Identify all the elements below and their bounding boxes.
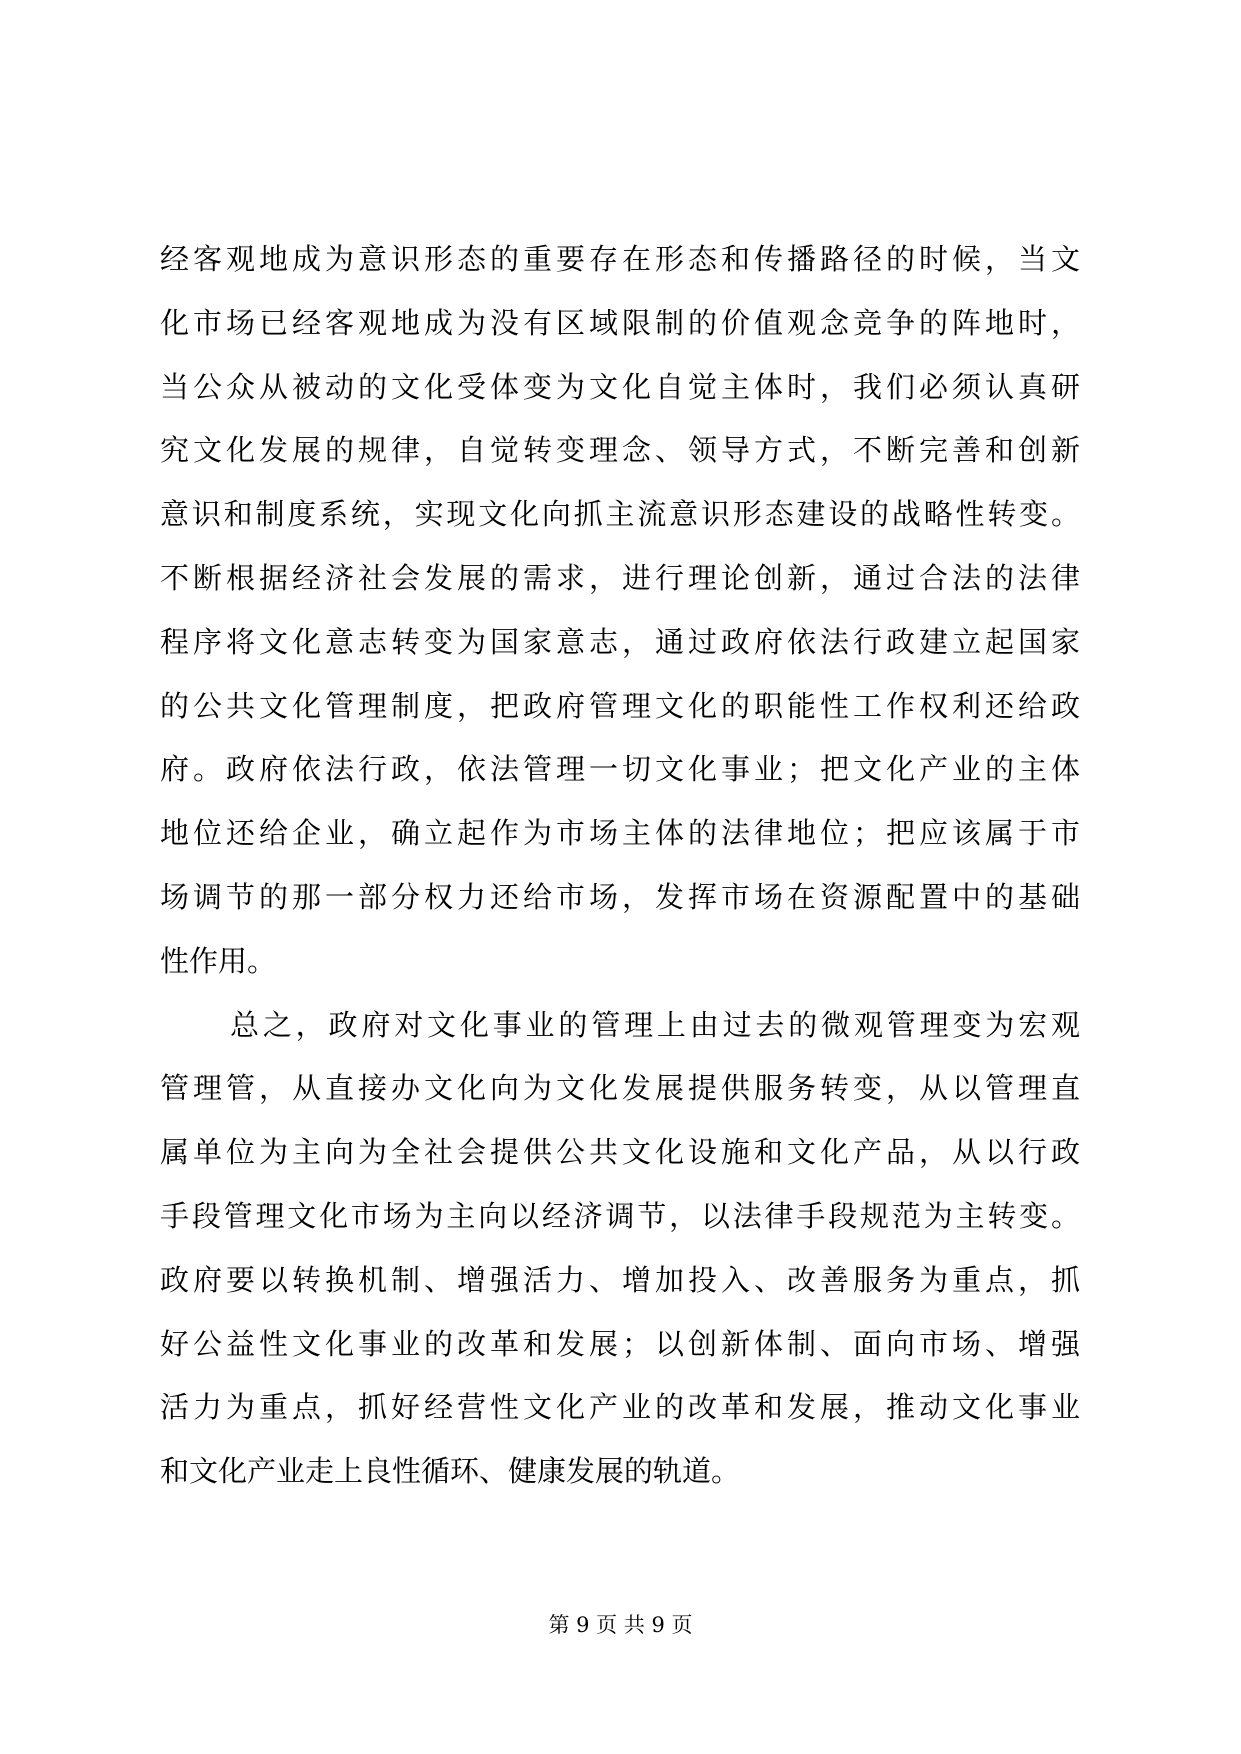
text-line: 总之，政府对文化事业的管理上由过去的微观管理变为宏观 (230, 1007, 1080, 1042)
text-line: 程序将文化意志转变为国家意志，通过政府依法行政建立起国家 (160, 624, 1080, 659)
text-line: 意识和制度系统，实现文化向抓主流意识形态建设的战略性转变。 (160, 497, 1080, 532)
text-line: 的公共文化管理制度，把政府管理文化的职能性工作权利还给政 (160, 688, 1080, 723)
text-line: 地位还给企业，确立起作为市场主体的法律地位；把应该属于市 (160, 816, 1080, 851)
text-line: 属单位为主向为全社会提供公共文化设施和文化产品，从以行政 (160, 1135, 1080, 1170)
text-line: 性作用。 (160, 943, 277, 978)
text-line: 好公益性文化事业的改革和发展；以创新体制、面向市场、增强 (160, 1326, 1080, 1361)
text-line: 不断根据经济社会发展的需求，进行理论创新，通过合法的法律 (160, 560, 1080, 595)
text-line: 当公众从被动的文化受体变为文化自觉主体时，我们必须认真研 (160, 369, 1080, 404)
text-line: 化市场已经客观地成为没有区域限制的价值观念竞争的阵地时， (160, 305, 1080, 340)
paragraph-1 (160, 228, 1080, 994)
text-line: 经客观地成为意识形态的重要存在形态和传播路径的时候，当文 (160, 242, 1080, 276)
text-line: 管理管，从直接办文化向为文化发展提供服务转变，从以管理直 (160, 1071, 1080, 1106)
text-line: 场调节的那一部分权力还给市场，发挥市场在资源配置中的基础 (160, 879, 1080, 914)
text-line: 府。政府依法行政，依法管理一切文化事业；把文化产业的主体 (160, 752, 1080, 787)
page-number-footer: 第 9 页 共 9 页 (548, 1613, 693, 1637)
text-line: 和文化产业走上良性循环、健康发展的轨道。 (160, 1454, 741, 1489)
text-line: 手段管理文化市场为主向以经济调节，以法律手段规范为主转变。 (160, 1198, 1080, 1233)
paragraph-2 (160, 994, 1080, 1504)
text-line: 活力为重点，抓好经营性文化产业的改革和发展，推动文化事业 (160, 1390, 1080, 1425)
text-line: 政府要以转换机制、增强活力、增加投入、改善服务为重点，抓 (160, 1262, 1080, 1297)
text-line: 究文化发展的规律，自觉转变理念、领导方式，不断完善和创新 (160, 433, 1080, 468)
document-body (160, 228, 1080, 1504)
